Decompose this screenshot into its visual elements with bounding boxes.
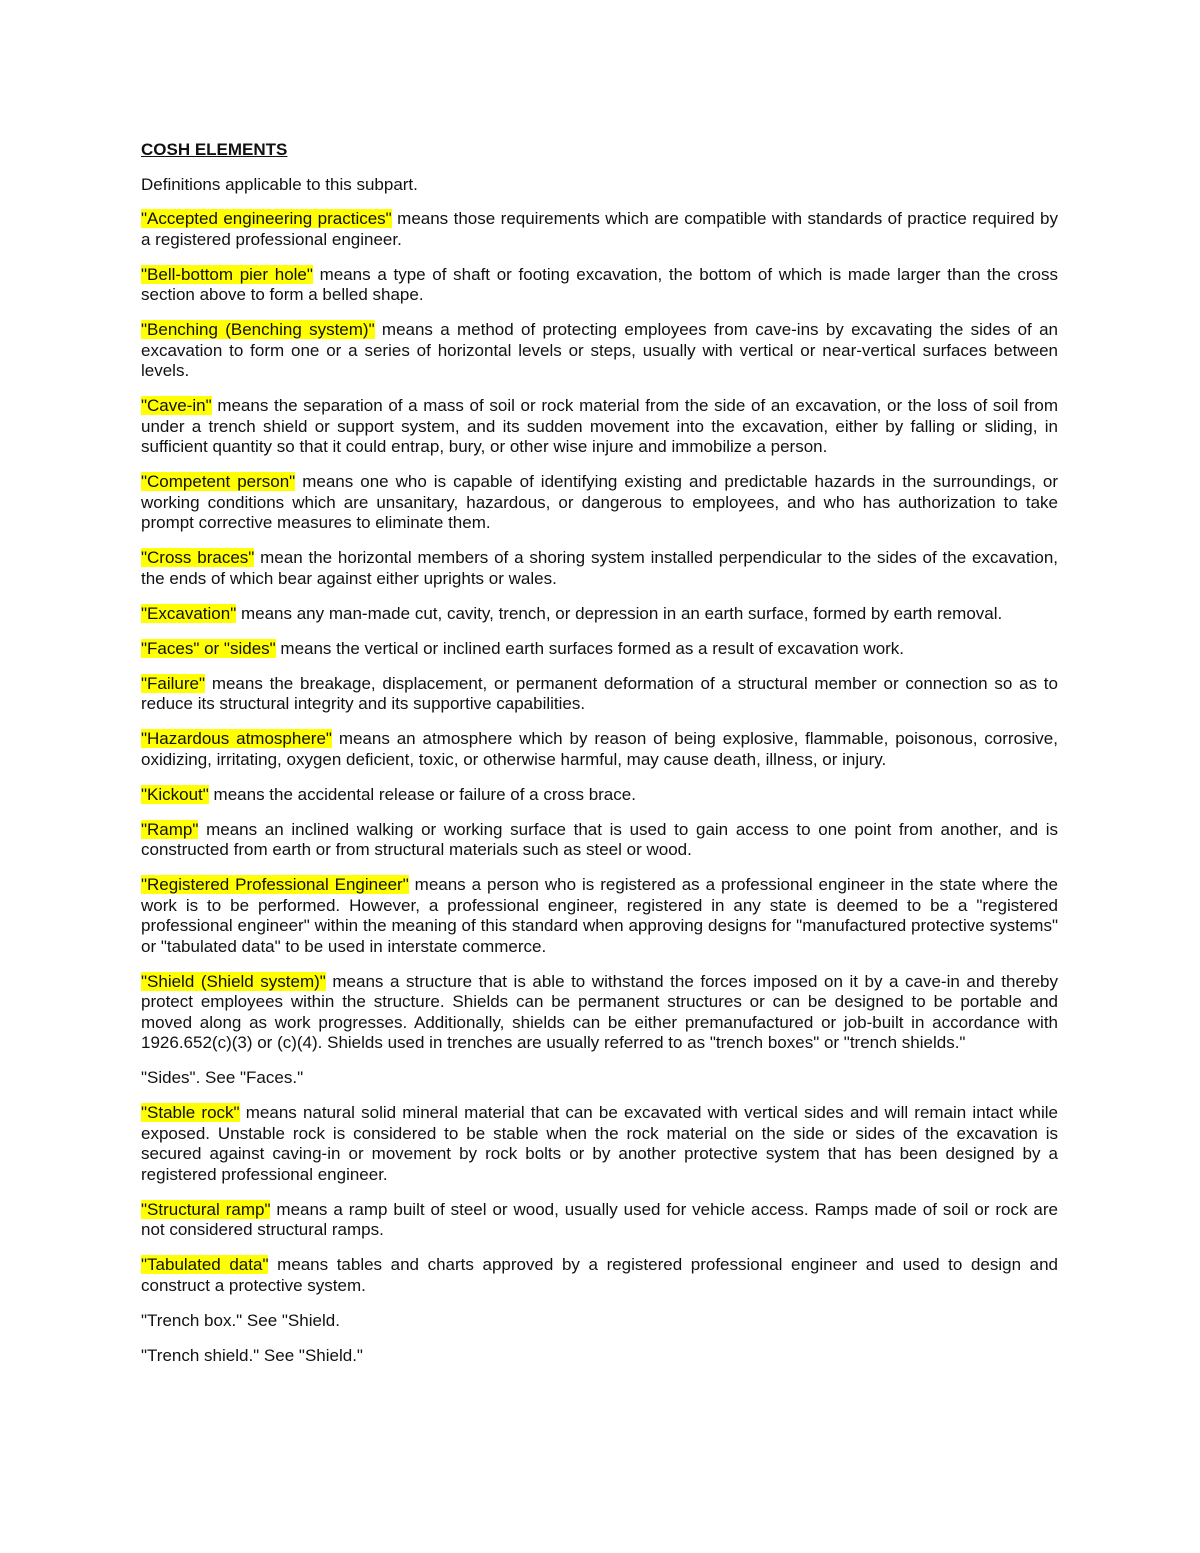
intro-text: Definitions applicable to this subpart. [141, 174, 418, 194]
definition-text: means any man-made cut, cavity, trench, or depression in an earth surface, formed by earth removal. [236, 603, 1003, 623]
definition-sides-see-faces [141, 1068, 1058, 1089]
document-title: COSH ELEMENTS [141, 140, 288, 159]
definition-ramp [141, 820, 1058, 861]
definition-stable-rock [141, 1103, 1058, 1185]
definition-term: "Cave-in" [141, 396, 212, 415]
definition-kickout [141, 785, 1058, 806]
definition-text: means the vertical or inclined earth surfaces formed as a result of excavation work. [275, 638, 905, 658]
definition-term: "Failure" [141, 673, 206, 693]
definition-text: means those requirements which are compatible with standards of practice required by a registered professional engineer. [141, 209, 1058, 249]
definition-cave-in [141, 396, 1058, 458]
definition-text: means an atmosphere which by reason of being explosive, flammable, poisonous, corrosive, oxidizing, irritating, oxygen deficient, toxic, or otherwise harmful, may cause death, illness, or injury. [141, 729, 1058, 769]
definition-text: means a type of shaft or footing excavation, the bottom of which is made larger than the cross section above to form a belled shape. [141, 264, 1058, 304]
definition-text: means natural solid mineral material that can be excavated with vertical sides and will remain intact while exposed. Unstable rock is considered to be stable when the rock material on the side or sides of the excavation is secured against caving-in or movement by rock bolts or by another protective system that has been designed by a registered professional engineer. [141, 1103, 1058, 1184]
definition-text: means a structure that is able to withstand the forces imposed on it by a cave-in and thereby protect employees within the structure. Shields can be permanent structures or can be designed to be portable and moved along as work progresses. Additionally, shields can be either premanufactured or job-built in accordance with 1926.652(c)(3) or (c)(4). Shields used in trenches are usually referred to as "trench boxes" or "trench shields." [141, 971, 1058, 1052]
definition-text: means an inclined walking or working surface that is used to gain access to one point from another, and is constructed from earth or from structural materials such as steel or wood. [141, 819, 1058, 859]
definition-term: "Kickout" [141, 784, 209, 804]
definition-faces-or-sides [141, 639, 1058, 660]
definition-term: "Accepted engineering practices" [141, 209, 392, 228]
definition-text: means a person who is registered as a professional engineer in the state where the work is to be performed. However, a professional engineer, registered in any state is deemed to be a "registered professional engineer" within the meaning of this standard when approving designs for "manufactured protective systems" or "tabulated data" to be used in interstate commerce. [141, 875, 1058, 956]
definition-text: means tables and charts approved by a registered professional engineer and used to design and construct a protective system. [141, 1255, 1059, 1295]
definition-shield [141, 972, 1058, 1054]
definition-term: "Benching (Benching system)" [141, 320, 375, 339]
definition-text: means a ramp built of steel or wood, usually used for vehicle access. Ramps made of soil or rock are not considered structural ramps. [141, 1199, 1058, 1239]
definition-text: means the separation of a mass of soil or rock material from the side of an excavation, or the loss of soil from under a trench shield or support system, and its sudden movement into the excavation, either by falling or sliding, in sufficient quantity so that it could entrap, bury, or other wise injure and immobilize a person. [141, 396, 1058, 456]
definition-term: "Competent person" [141, 472, 296, 491]
definition-term: "Hazardous atmosphere" [141, 729, 332, 748]
definition-term: "Stable rock" [141, 1103, 240, 1122]
definition-term: "Tabulated data" [141, 1255, 269, 1274]
definition-term: "Ramp" [141, 819, 199, 839]
definition-text: means a method of protecting employees from cave-ins by excavating the sides of an excavation to form one or a series of horizontal levels or steps, usually with vertical or near-vertical surfaces between levels. [141, 320, 1058, 380]
definition-term: "Registered Professional Engineer" [141, 875, 409, 894]
definition-term: "Cross braces" [141, 548, 255, 567]
definition-cross-braces [141, 548, 1058, 589]
definition-text: "Trench shield." See "Shield." [141, 1345, 363, 1365]
definition-trench-box-see-shield [141, 1311, 1058, 1332]
definition-bell-bottom-pier-hole [141, 265, 1058, 306]
definition-term: "Shield (Shield system)" [141, 971, 326, 991]
definition-structural-ramp [141, 1200, 1058, 1241]
definition-text: means the breakage, displacement, or permanent deformation of a structural member or connection so as to reduce its structural integrity and its supportive capabilities. [141, 673, 1058, 713]
definition-term: "Excavation" [141, 603, 237, 623]
definition-registered-professional-engineer [141, 875, 1058, 957]
definition-accepted-engineering-practices [141, 209, 1058, 250]
definition-term: "Bell-bottom pier hole" [141, 264, 313, 284]
definition-text: means the accidental release or failure of a cross brace. [208, 784, 636, 804]
document-page [141, 140, 1058, 1381]
definition-trench-shield-see-shield [141, 1346, 1058, 1367]
definition-text: "Trench box." See "Shield. [141, 1310, 340, 1330]
definition-benching [141, 320, 1058, 382]
definition-excavation [141, 604, 1058, 625]
definition-failure [141, 674, 1058, 715]
definition-text: mean the horizontal members of a shoring system installed perpendicular to the sides of the excavation, the ends of which bear against either uprights or wales. [141, 548, 1058, 588]
definition-competent-person [141, 472, 1058, 534]
definition-hazardous-atmosphere [141, 729, 1058, 770]
definition-term: "Faces" or "sides" [141, 638, 276, 658]
definition-term: "Structural ramp" [141, 1199, 271, 1219]
definition-text: "Sides". See "Faces." [141, 1068, 304, 1087]
definition-text: means one who is capable of identifying existing and predictable hazards in the surroundings, or working conditions which are unsanitary, hazardous, or dangerous to employees, and who has authorization to take prompt corrective measures to eliminate them. [141, 472, 1059, 532]
definition-tabulated-data [141, 1255, 1058, 1296]
